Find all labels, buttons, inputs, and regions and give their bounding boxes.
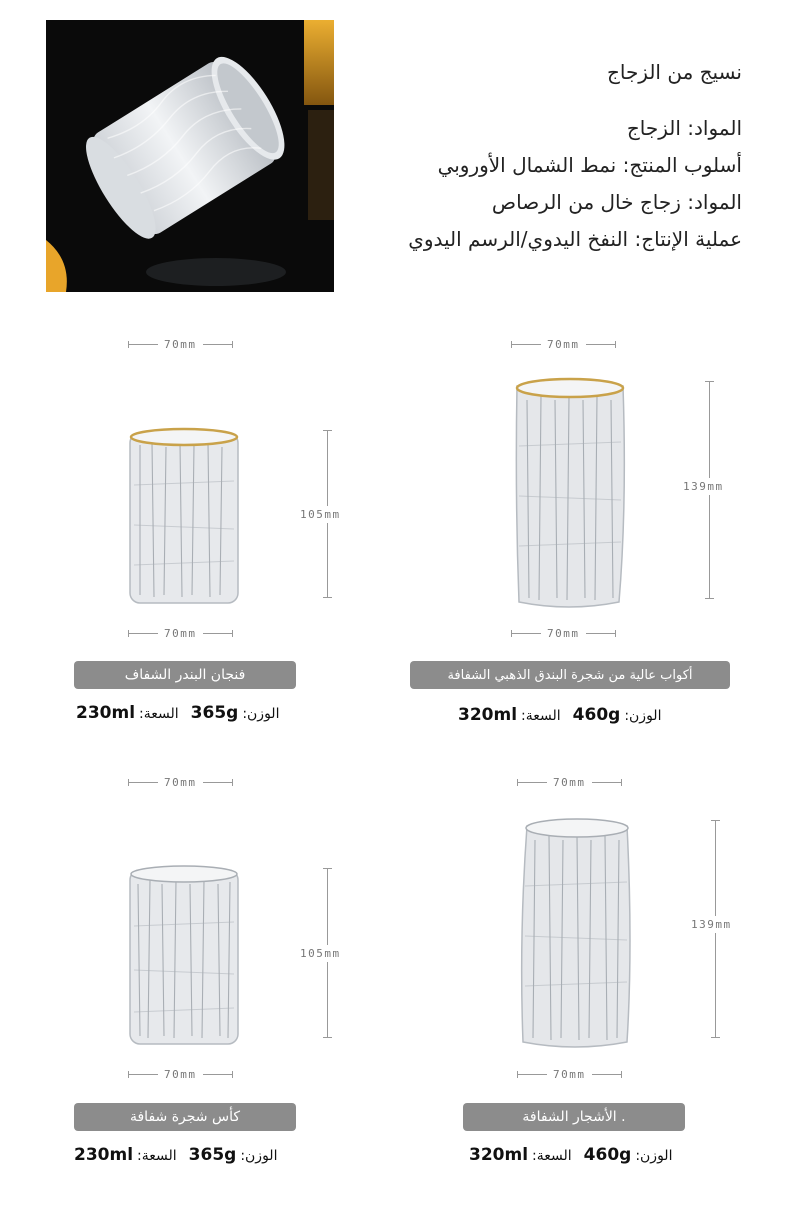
product-specs: الوزن: 460g السعة: 320ml	[458, 705, 662, 725]
width-bottom-dimension: 70mm	[128, 1068, 233, 1081]
height-label: 105mm	[300, 508, 341, 521]
info-title: نسيج من الزجاج	[606, 60, 742, 84]
product-name-badge: . الأشجار الشفافة	[463, 1103, 685, 1131]
product-specs: الوزن: 365g السعة: 230ml	[74, 1145, 278, 1165]
product-card-3	[0, 770, 395, 1200]
info-line-process: عملية الإنتاج: النفخ اليدوي/الرسم اليدوي	[408, 227, 742, 251]
glass-short-gold-rim	[126, 425, 242, 607]
height-label: 105mm	[300, 947, 341, 960]
product-info	[350, 60, 742, 258]
product-specs: الوزن: 460g السعة: 320ml	[469, 1145, 673, 1165]
width-top-dimension: 70mm	[511, 338, 616, 351]
info-line-lead-free: المواد: زجاج خال من الرصاص	[491, 190, 742, 214]
product-card-4	[395, 770, 790, 1200]
product-card-2	[395, 330, 790, 760]
width-bottom-dimension: 70mm	[517, 1068, 622, 1081]
frosted-glass-illustration	[46, 20, 334, 292]
glass-tall-clear	[517, 816, 635, 1052]
width-top-dimension: 70mm	[128, 338, 233, 351]
glass-tall-gold-rim	[511, 376, 629, 612]
hero-photo	[46, 20, 334, 292]
height-label: 139mm	[683, 480, 724, 493]
product-name-badge: كأس شجرة شفافة	[74, 1103, 296, 1131]
width-bottom-dimension: 70mm	[511, 627, 616, 640]
width-top-dimension: 70mm	[128, 776, 233, 789]
product-name-badge: أكواب عالية من شجرة البندق الذهبي الشفافة	[410, 661, 730, 689]
product-specs: الوزن: 365g السعة: 230ml	[76, 703, 280, 723]
info-line-material: المواد: الزجاج	[626, 116, 742, 140]
height-label: 139mm	[691, 918, 732, 931]
product-name-badge: فنجان البندر الشفاف	[74, 661, 296, 689]
glass-short-clear	[126, 862, 242, 1048]
width-top-dimension: 70mm	[517, 776, 622, 789]
product-card-1	[0, 330, 395, 760]
width-bottom-dimension: 70mm	[128, 627, 233, 640]
info-line-style: أسلوب المنتج: نمط الشمال الأوروبي	[437, 153, 742, 177]
